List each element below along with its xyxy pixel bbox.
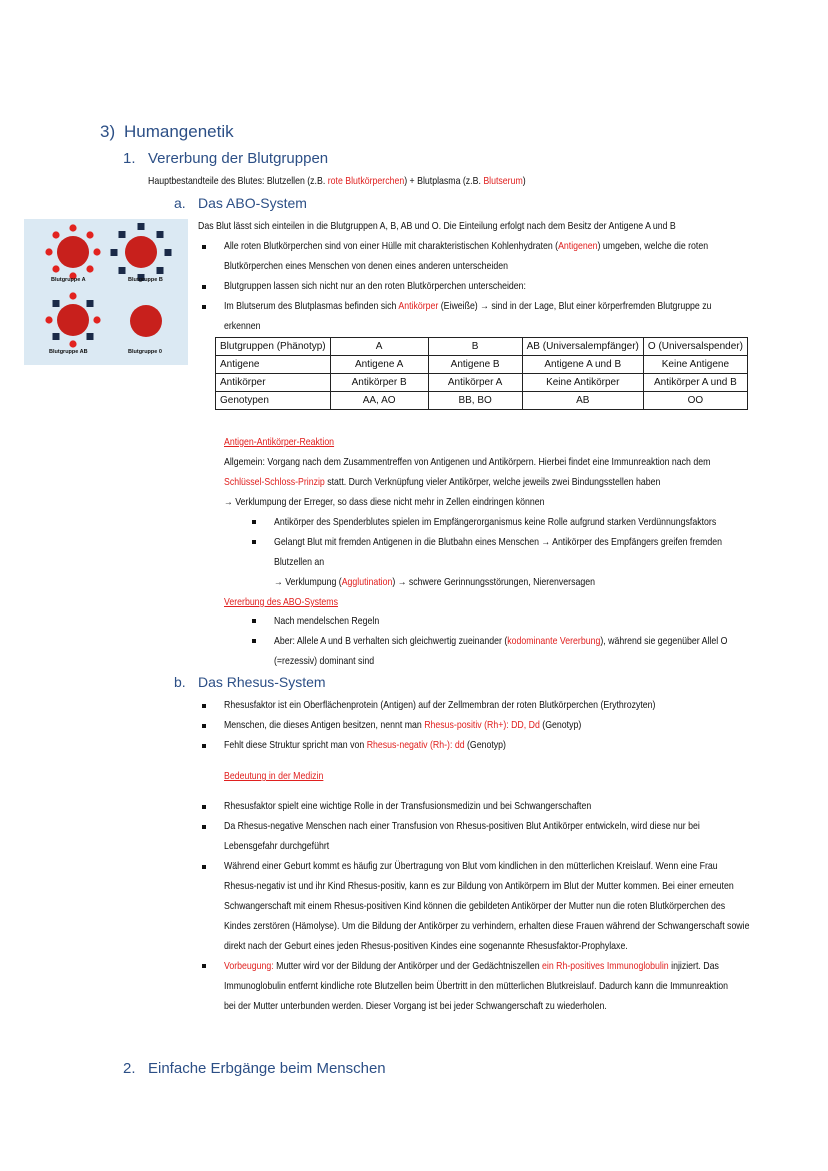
rhesus-title: Das Rhesus-System bbox=[198, 674, 326, 690]
table-header-cell: O (Universalspender) bbox=[643, 338, 747, 356]
bullet-icon bbox=[202, 805, 206, 809]
bullet-icon bbox=[202, 285, 206, 289]
blood-cells-illustration bbox=[24, 219, 188, 365]
table-cell: OO bbox=[643, 392, 747, 410]
reaction-line-1: Allgemein: Vorgang nach dem Zusammentreffen von Antigenen und Antikörpern. Hierbei findet eine Immunreaktion nach dem bbox=[224, 457, 711, 468]
table-header-cell: Blutgruppen (Phänotyp) bbox=[216, 338, 331, 356]
inheritance-sub-bullet-1: Nach mendelschen Regeln bbox=[274, 616, 380, 627]
reaction-heading: Antigen-Antikörper-Reaktion bbox=[224, 437, 335, 448]
bullet-icon bbox=[202, 704, 206, 708]
abo-bullet-2: Blutgruppen lassen sich nicht nur an den roten Blutkörperchen unterscheiden: bbox=[224, 281, 526, 292]
rhesus-letter: b. bbox=[174, 674, 186, 690]
figure-label-a: Blutgruppe A bbox=[51, 277, 86, 283]
table-row bbox=[216, 392, 748, 410]
blood-group-table bbox=[215, 337, 748, 410]
reaction-line-3: → Verklumpung der Erreger, so dass diese nicht mehr in Zellen eindringen können bbox=[224, 497, 545, 508]
inheritance-heading: Vererbung des ABO-Systems bbox=[224, 597, 338, 608]
table-cell: Antikörper A und B bbox=[643, 374, 747, 392]
table-header-cell: AB (Universalempfänger) bbox=[522, 338, 643, 356]
sub2-title: Einfache Erbgänge beim Menschen bbox=[148, 1060, 386, 1077]
reaction-sub-bullet-2: Gelangt Blut mit fremden Antigenen in die Blutbahn eines Menschen → Antikörper des Empfängers greifen fremden bbox=[274, 537, 723, 548]
figure-label-ab: Blutgruppe AB bbox=[49, 349, 88, 355]
reaction-sub-bullet-2-line2: Blutzellen an bbox=[274, 557, 325, 568]
table-header-row bbox=[216, 338, 748, 356]
table-header-cell: B bbox=[428, 338, 522, 356]
abo-letter: a. bbox=[174, 195, 186, 211]
rhesus-bullet-3: Fehlt diese Struktur spricht man von Rhesus-negativ (Rh-): dd (Genotyp) bbox=[224, 740, 506, 751]
abo-bullet-3: Im Blutserum des Blutplasmas befinden sich Antikörper (Eiweiße) → sind in der Lage, Blut einer körperfremden Blutgruppe zu bbox=[224, 301, 712, 312]
table-cell: BB, BO bbox=[428, 392, 522, 410]
table-cell: Antikörper B bbox=[330, 374, 428, 392]
blood-cell-a bbox=[45, 224, 100, 279]
table-row bbox=[216, 374, 748, 392]
table-cell: Keine Antigene bbox=[643, 356, 747, 374]
blood-cell-b bbox=[111, 223, 172, 281]
table-row bbox=[216, 356, 748, 374]
medicine-bullet-4-line3: bei der Mutter unterbunden werden. Dieser Vorgang ist bei jeder Schwangerschaft zu wiederholen. bbox=[224, 1001, 607, 1012]
medicine-bullet-3-line2: Rhesus-negativ ist und ihr Kind Rhesus-positiv, kann es zur Bildung von Antikörpern im Blut der Mutter kommen. Bei einer erneuten bbox=[224, 881, 734, 892]
bullet-icon bbox=[202, 865, 206, 869]
abo-title: Das ABO-System bbox=[198, 195, 307, 211]
blood-group-figure bbox=[24, 219, 188, 365]
table-cell: Genotypen bbox=[216, 392, 331, 410]
table-cell: AA, AO bbox=[330, 392, 428, 410]
section-number: 3) bbox=[100, 122, 116, 141]
medicine-bullet-3-line4: Kindes zerstören (Hämolyse). Um die Bildung der Antikörper zu verhindern, erhalten diese Frauen während der Schwangerschaft sowie bbox=[224, 921, 750, 932]
table-cell: Antikörper bbox=[216, 374, 331, 392]
rhesus-bullet-1: Rhesusfaktor ist ein Oberflächenprotein (Antigen) auf der Zellmembran der roten Blutkörperchen (Erythrozyten) bbox=[224, 700, 656, 711]
sub1-title: Vererbung der Blutgruppen bbox=[148, 150, 329, 167]
medicine-bullet-3-line3: Schwangerschaft mit einem Rhesus-positiven Kind können die gebildeten Antikörper der Mutter nun die roten Blutkörperchen des bbox=[224, 901, 726, 912]
reaction-sub-bullet-2-line3: → Verklumpung (Agglutination) → schwere Gerinnungsstörungen, Nierenversagen bbox=[274, 577, 595, 588]
blood-cell-ab bbox=[45, 292, 100, 347]
sub2-number: 2. bbox=[123, 1060, 136, 1077]
bullet-icon bbox=[252, 619, 256, 623]
figure-label-b: Blutgruppe B bbox=[128, 277, 163, 283]
reaction-line-2: Schlüssel-Schloss-Prinzip statt. Durch Verknüpfung vieler Antikörper, welche jeweils zwei Bindungsstellen haben bbox=[224, 477, 661, 488]
sub1-number: 1. bbox=[123, 150, 136, 167]
bullet-icon bbox=[252, 520, 256, 524]
table-header-cell: A bbox=[330, 338, 428, 356]
bullet-icon bbox=[252, 639, 256, 643]
abo-bullet-1-line2: Blutkörperchen eines Menschen von denen eines anderen unterscheiden bbox=[224, 261, 508, 272]
table-cell: Antigene bbox=[216, 356, 331, 374]
reaction-sub-bullet-1: Antikörper des Spenderblutes spielen im Empfängerorganismus keine Rolle aufgrund starken Verdünnungsfaktors bbox=[274, 517, 717, 528]
table-cell: Antigene B bbox=[428, 356, 522, 374]
inheritance-sub-bullet-2-line2: (=rezessiv) dominant sind bbox=[274, 656, 375, 667]
medicine-heading: Bedeutung in der Medizin bbox=[224, 771, 324, 782]
table-cell: Antigene A und B bbox=[522, 356, 643, 374]
bullet-icon bbox=[202, 825, 206, 829]
rhesus-bullet-2: Menschen, die dieses Antigen besitzen, nennt man Rhesus-positiv (Rh+): DD, Dd (Genotyp) bbox=[224, 720, 582, 731]
medicine-bullet-4-line1: Vorbeugung: Mutter wird vor der Bildung der Antikörper und der Gedächtniszellen ein Rh-positives Immunoglobulin injiziert. Das bbox=[224, 961, 719, 972]
abo-bullet-3-line2: erkennen bbox=[224, 321, 261, 332]
medicine-bullet-3-line5: direkt nach der Geburt eines jeden Rhesus-positiven Kindes eine sogenannte Rhesusfaktor-Prophylaxe. bbox=[224, 941, 628, 952]
bullet-icon bbox=[202, 245, 206, 249]
bullet-icon bbox=[202, 744, 206, 748]
blood-cell-0 bbox=[130, 305, 162, 337]
table-cell: Antikörper A bbox=[428, 374, 522, 392]
medicine-bullet-3-line1: Während einer Geburt kommt es häufig zur Übertragung von Blut vom kindlichen in den mütterlichen Kreislauf. Wenn eine Frau bbox=[224, 861, 718, 872]
bullet-icon bbox=[252, 540, 256, 544]
bullet-icon bbox=[202, 964, 206, 968]
table-cell: Antigene A bbox=[330, 356, 428, 374]
medicine-bullet-1: Rhesusfaktor spielt eine wichtige Rolle in der Transfusionsmedizin und bei Schwangerschaften bbox=[224, 801, 592, 812]
medicine-bullet-4-line2: Immunoglobulin entfernt kindliche rote Blutzellen beim Übertritt in den mütterlichen Blutkreislauf. Dadurch kann die Immunreaktion bbox=[224, 981, 729, 992]
blood-components: Hauptbestandteile des Blutes: Blutzellen (z.B. rote Blutkörperchen) + Blutplasma (z.B. Blutserum) bbox=[148, 176, 526, 187]
table-cell: Keine Antikörper bbox=[522, 374, 643, 392]
abo-bullet-1: Alle roten Blutkörperchen sind von einer Hülle mit charakteristischen Kohlenhydraten (Antigenen) umgeben, welche die roten bbox=[224, 241, 709, 252]
figure-label-0: Blutgruppe 0 bbox=[128, 349, 162, 355]
abo-intro: Das Blut lässt sich einteilen in die Blutgruppen A, B, AB und O. Die Einteilung erfolgt nach dem Besitz der Antigene A und B bbox=[198, 221, 676, 232]
bullet-icon bbox=[202, 305, 206, 309]
medicine-bullet-2: Da Rhesus-negative Menschen nach einer Transfusion von Rhesus-positiven Blut Antikörper entwickeln, wird diese nur bei bbox=[224, 821, 700, 832]
inheritance-sub-bullet-2: Aber: Allele A und B verhalten sich gleichwertig zueinander (kodominante Vererbung), während sie gegenüber Allel O bbox=[274, 636, 728, 647]
bullet-icon bbox=[202, 724, 206, 728]
table-cell: AB bbox=[522, 392, 643, 410]
medicine-bullet-2-line2: Lebensgefahr durchgeführt bbox=[224, 841, 330, 852]
section-title: Humangenetik bbox=[124, 122, 234, 141]
